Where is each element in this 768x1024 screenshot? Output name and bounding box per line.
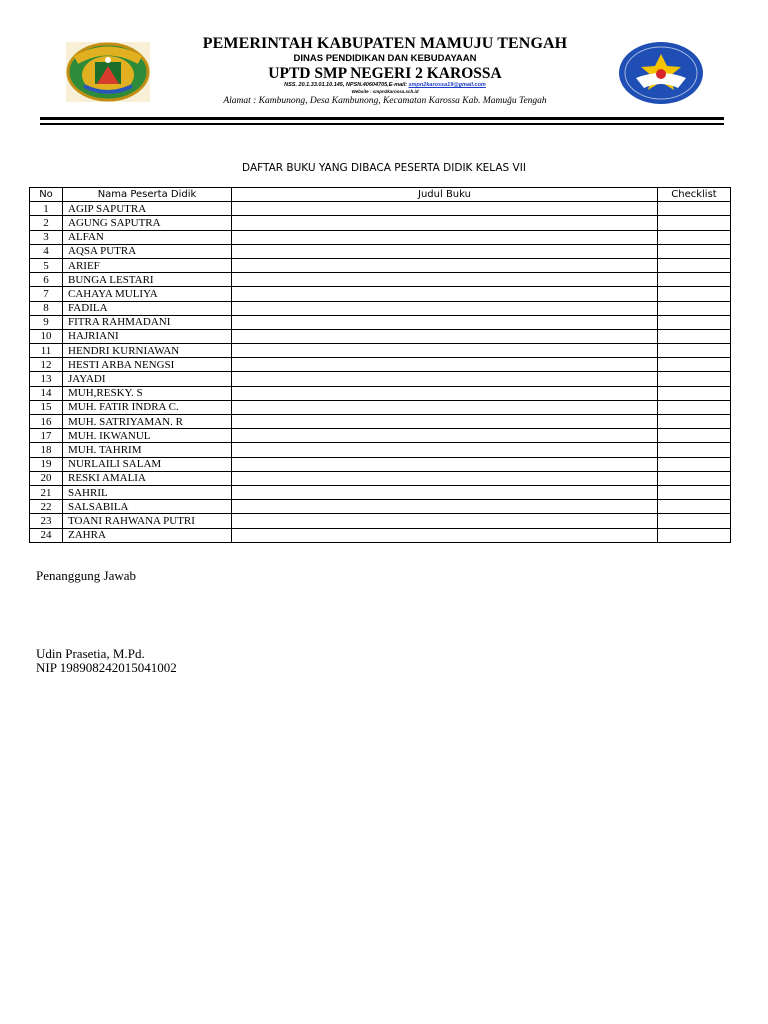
department-name: DINAS PENDIDIKAN DAN KEBUDAYAAN	[293, 53, 477, 64]
row-number: 5	[30, 258, 63, 272]
student-name: MUH. SATRIYAMAN. R	[63, 415, 232, 429]
row-number: 21	[30, 485, 63, 499]
school-name: UPTD SMP NEGERI 2 KAROSSA	[268, 65, 502, 82]
student-name: AQSA PUTRA	[63, 244, 232, 258]
row-number: 13	[30, 372, 63, 386]
student-name: FITRA RAHMADANI	[63, 315, 232, 329]
table-row	[30, 443, 731, 457]
student-name: MUH. IKWANUL	[63, 429, 232, 443]
student-name: CAHAYA MULIYA	[63, 287, 232, 301]
checklist-cell[interactable]	[658, 358, 731, 372]
checklist-cell[interactable]	[658, 443, 731, 457]
table-row	[30, 358, 731, 372]
student-name: JAYADI	[63, 372, 232, 386]
row-number: 10	[30, 329, 63, 343]
book-title-cell[interactable]	[232, 386, 658, 400]
table-row	[30, 273, 731, 287]
table-row	[30, 230, 731, 244]
checklist-cell[interactable]	[658, 372, 731, 386]
signatory-name: Udin Prasetia, M.Pd.	[36, 646, 145, 661]
checklist-cell[interactable]	[658, 400, 731, 414]
checklist-cell[interactable]	[658, 202, 731, 216]
table-row	[30, 400, 731, 414]
book-title-cell[interactable]	[232, 485, 658, 499]
letterhead-rule-thick	[40, 117, 724, 120]
checklist-cell[interactable]	[658, 315, 731, 329]
signatory-nip: NIP 198908242015041002	[36, 660, 177, 675]
row-number: 17	[30, 429, 63, 443]
checklist-cell[interactable]	[658, 429, 731, 443]
reading-list-table	[29, 187, 731, 543]
student-name: ARIEF	[63, 258, 232, 272]
student-name: HENDRI KURNIAWAN	[63, 344, 232, 358]
book-title-cell[interactable]	[232, 429, 658, 443]
student-name: AGUNG SAPUTRA	[63, 216, 232, 230]
student-name: ALFAN	[63, 230, 232, 244]
header-no: No	[30, 188, 63, 202]
checklist-cell[interactable]	[658, 386, 731, 400]
table-row	[30, 500, 731, 514]
student-name: NURLAILI SALAM	[63, 457, 232, 471]
student-name: SAHRIL	[63, 485, 232, 499]
book-title-cell[interactable]	[232, 415, 658, 429]
letterhead-rule-thin	[40, 123, 724, 125]
book-title-cell[interactable]	[232, 528, 658, 542]
table-row	[30, 329, 731, 343]
checklist-cell[interactable]	[658, 329, 731, 343]
book-title-cell[interactable]	[232, 358, 658, 372]
row-number: 15	[30, 400, 63, 414]
regency-name: PEMERINTAH KABUPATEN MAMUJU TENGAH	[202, 35, 568, 52]
row-number: 9	[30, 315, 63, 329]
table-row	[30, 457, 731, 471]
school-website: Website : smpn2karossa.sch.id	[351, 89, 419, 94]
row-number: 1	[30, 202, 63, 216]
row-number: 20	[30, 471, 63, 485]
student-name: MUH. FATIR INDRA C.	[63, 400, 232, 414]
checklist-cell[interactable]	[658, 514, 731, 528]
regency-emblem-icon	[64, 40, 152, 104]
checklist-cell[interactable]	[658, 244, 731, 258]
student-name: HESTI ARBA NENGSI	[63, 358, 232, 372]
checklist-cell[interactable]	[658, 415, 731, 429]
table-row	[30, 528, 731, 542]
table-row	[30, 429, 731, 443]
book-title-cell[interactable]	[232, 258, 658, 272]
checklist-cell[interactable]	[658, 287, 731, 301]
row-number: 3	[30, 230, 63, 244]
row-number: 2	[30, 216, 63, 230]
book-title-cell[interactable]	[232, 329, 658, 343]
book-title-cell[interactable]	[232, 244, 658, 258]
book-title-cell[interactable]	[232, 400, 658, 414]
checklist-cell[interactable]	[658, 216, 731, 230]
student-name: RESKI AMALIA	[63, 471, 232, 485]
row-number: 11	[30, 344, 63, 358]
school-address: Alamat : Kambunong, Desa Kambunong, Kecamatan Karossa Kab. Mamuğu Tengah	[223, 96, 547, 106]
letterhead	[160, 35, 610, 107]
email-link[interactable]: smpn2karossa19@gmail.com	[408, 82, 486, 88]
table-row	[30, 258, 731, 272]
book-title-cell[interactable]	[232, 301, 658, 315]
table-row	[30, 315, 731, 329]
row-number: 18	[30, 443, 63, 457]
header-student-name: Nama Peserta Didik	[63, 188, 232, 202]
book-title-cell[interactable]	[232, 344, 658, 358]
checklist-cell[interactable]	[658, 258, 731, 272]
table-row	[30, 514, 731, 528]
book-title-cell[interactable]	[232, 471, 658, 485]
book-title-cell[interactable]	[232, 457, 658, 471]
book-title-cell[interactable]	[232, 273, 658, 287]
table-row	[30, 244, 731, 258]
table-row	[30, 485, 731, 499]
book-title-cell[interactable]	[232, 372, 658, 386]
checklist-cell[interactable]	[658, 500, 731, 514]
checklist-cell[interactable]	[658, 457, 731, 471]
table-row	[30, 386, 731, 400]
book-title-cell[interactable]	[232, 443, 658, 457]
document-title: DAFTAR BUKU YANG DIBACA PESERTA DIDIK KELAS VII	[242, 162, 526, 174]
book-title-cell[interactable]	[232, 230, 658, 244]
student-name: FADILA	[63, 301, 232, 315]
row-number: 14	[30, 386, 63, 400]
student-name: AGIP SAPUTRA	[63, 202, 232, 216]
checklist-cell[interactable]	[658, 230, 731, 244]
row-number: 6	[30, 273, 63, 287]
school-id-numbers: NSS. 20.1.33.01.10.145, NPSN.40604705,E-mail:	[284, 82, 408, 88]
table-row	[30, 415, 731, 429]
table-row	[30, 287, 731, 301]
table-row	[30, 372, 731, 386]
header-checklist: Checklist	[658, 188, 731, 202]
table-header-row	[30, 188, 731, 202]
checklist-cell[interactable]	[658, 273, 731, 287]
row-number: 16	[30, 415, 63, 429]
checklist-cell[interactable]	[658, 485, 731, 499]
book-title-cell[interactable]	[232, 202, 658, 216]
student-name: SALSABILA	[63, 500, 232, 514]
row-number: 23	[30, 514, 63, 528]
book-title-cell[interactable]	[232, 315, 658, 329]
checklist-cell[interactable]	[658, 471, 731, 485]
signature-role: Penanggung Jawab	[36, 568, 137, 583]
school-identifiers	[160, 82, 610, 89]
book-title-cell[interactable]	[232, 287, 658, 301]
checklist-cell[interactable]	[658, 344, 731, 358]
table-row	[30, 216, 731, 230]
row-number: 22	[30, 500, 63, 514]
row-number: 7	[30, 287, 63, 301]
table-row	[30, 471, 731, 485]
row-number: 19	[30, 457, 63, 471]
header-book-title: Judul Buku	[232, 188, 658, 202]
table-row	[30, 344, 731, 358]
student-name: MUH,RESKY. S	[63, 386, 232, 400]
student-name: HAJRIANI	[63, 329, 232, 343]
student-name: TOANI RAHWANA PUTRI	[63, 514, 232, 528]
checklist-cell[interactable]	[658, 528, 731, 542]
student-name: ZAHRA	[63, 528, 232, 542]
student-name: BUNGA LESTARI	[63, 273, 232, 287]
row-number: 24	[30, 528, 63, 542]
ministry-education-emblem-icon	[616, 40, 706, 106]
row-number: 4	[30, 244, 63, 258]
checklist-cell[interactable]	[658, 301, 731, 315]
book-title-cell[interactable]	[232, 500, 658, 514]
student-name: MUH. TAHRIM	[63, 443, 232, 457]
row-number: 8	[30, 301, 63, 315]
row-number: 12	[30, 358, 63, 372]
table-row	[30, 202, 731, 216]
book-title-cell[interactable]	[232, 514, 658, 528]
book-title-cell[interactable]	[232, 216, 658, 230]
table-row	[30, 301, 731, 315]
